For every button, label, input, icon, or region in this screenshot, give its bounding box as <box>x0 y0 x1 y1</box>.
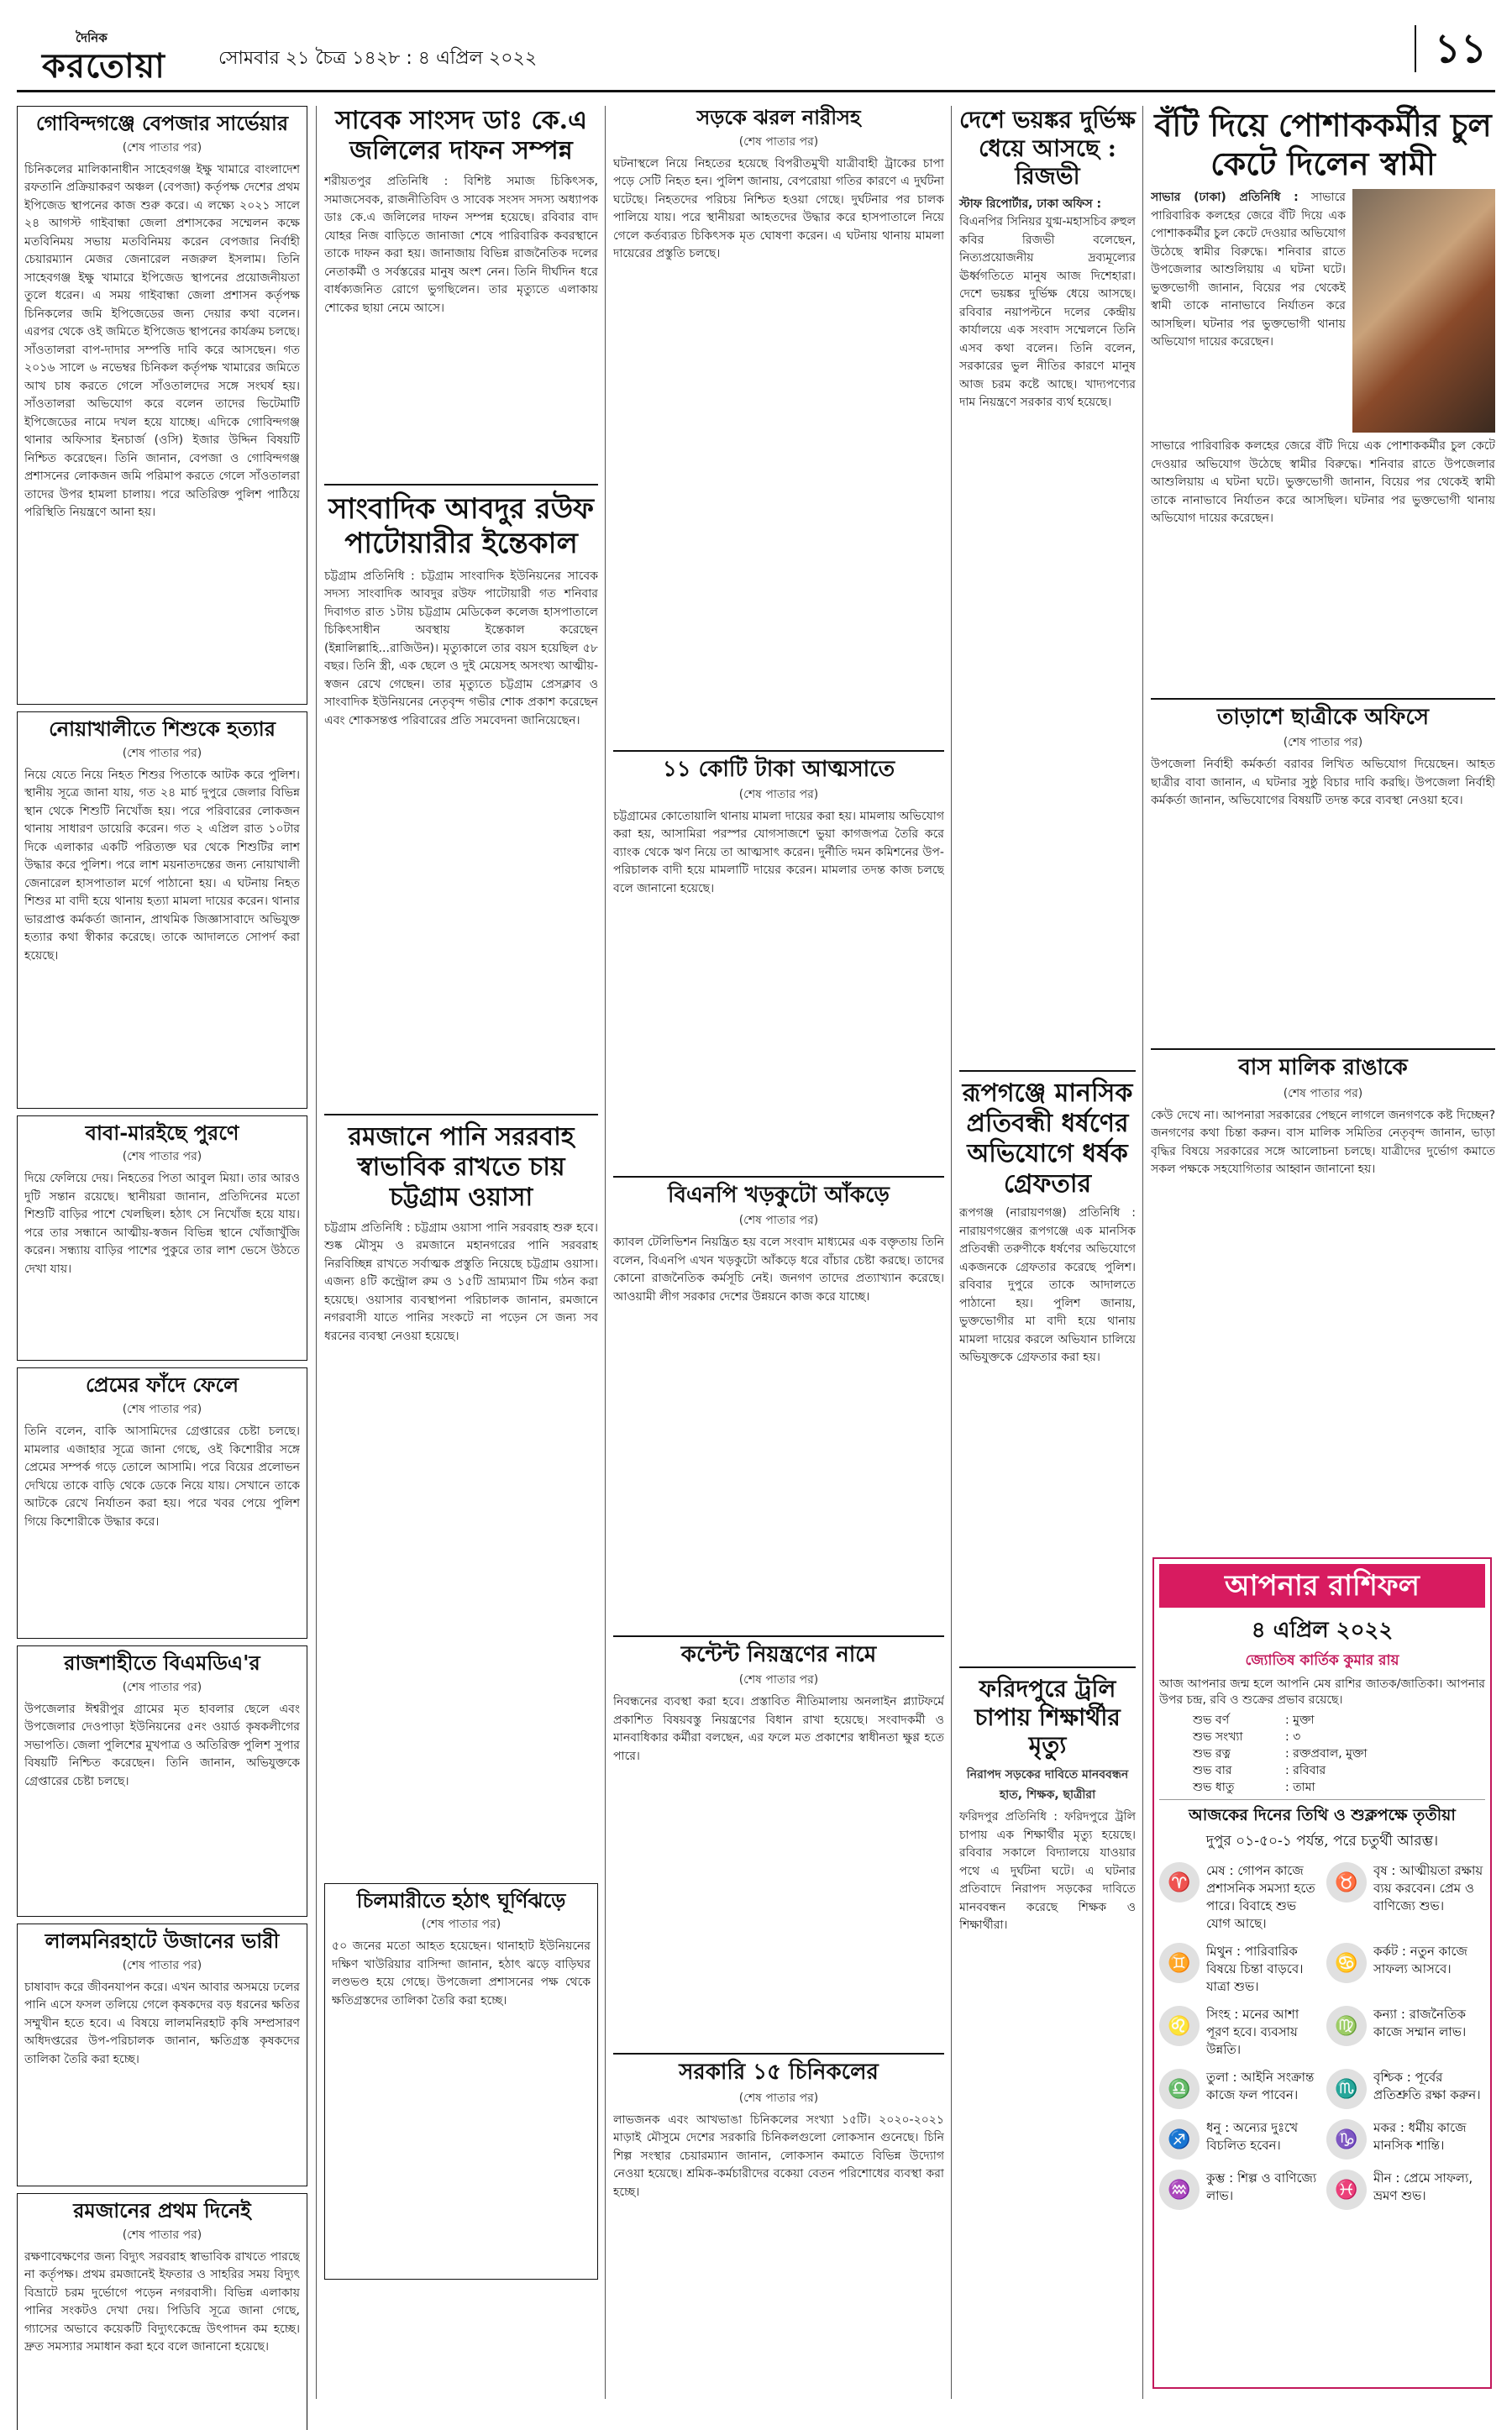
story-box <box>613 1176 944 1629</box>
headline: গোবিন্দগঞ্জে বেপজার সার্ভেয়ার <box>35 111 289 135</box>
zodiac-sign-item <box>1159 1862 1318 1933</box>
zodiac-sign-text: মেষ : গোপন কাজে প্রশাসনিক সমস্যা হতে পারে। বিবাহে শুভ যোগ আছে। <box>1206 1863 1315 1931</box>
headline: নোয়াখালীতে শিশুকে হত্যার <box>49 716 276 741</box>
continuation: (শেষ পাতার পর) <box>738 2091 819 2105</box>
story-box <box>1151 1048 1495 1476</box>
zodiac-icon: ♐ <box>1159 2119 1200 2160</box>
horoscope-table-row <box>1193 1762 1485 1779</box>
newspaper-logo <box>42 29 193 86</box>
continuation: (শেষ পাতার পর) <box>738 1214 819 1228</box>
byline: স্টাফ রিপোর্টার, ঢাকা অফিস : <box>959 197 1102 211</box>
story-box <box>17 1367 307 1639</box>
zodiac-sign-item <box>1159 2006 1318 2059</box>
story-body: দিয়ে ফেলিয়ে দেয়। নিহতের পিতা আবুল মিয়া। তার আরও দুটি সন্তান রয়েছে। স্থানীয়রা জানান, প্রতিদিনের মতো শিশুটি বাড়ির পাশে খেলছিল। হঠাৎ সে নিখোঁজ হয়ে যায়। পরে তার সন্ধানে আত্মীয়-স্বজন বিভিন্ন স্থানে খোঁজাখুঁজি করেন। সন্ধ্যায় বাড়ির পাশের পুকুরে তার লাশ ভেসে উঠতে দেখা যায়। <box>24 1172 300 1276</box>
column-rule <box>951 106 952 2399</box>
column-rule <box>1142 106 1143 2399</box>
column-5 <box>1151 106 1495 1477</box>
zodiac-sign-text: কর্কট : নতুন কাজে সাফল্য আসবে। <box>1373 1944 1467 1976</box>
headline: সাংবাদিক আবদুর রউফ পাটোয়ারীর ইন্তেকাল <box>328 492 594 560</box>
story-box <box>613 2053 944 2430</box>
zodiac-sign-text: বৃষ : আত্মীয়তা রক্ষায় ব্যয় করবেন। প্রেম ও বাণিজ্যে শুভ। <box>1373 1863 1483 1913</box>
headline: রাজশাহীতে বিএমডিএ'র <box>64 1651 260 1676</box>
story-body: ফরিদপুর প্রতিনিধি : ফরিদপুরে ট্রলি চাপায় এক শিক্ষার্থীর মৃত্যু হয়েছে। রবিবার সকালে বিদ্যালয়ে যাওয়ার পথে এ দুর্ঘটনা ঘটে। এ ঘটনার প্রতিবাদে নিরাপদ সড়কের দাবিতে মানববন্ধন করেছে শিক্ষক ও শিক্ষার্থীরা। <box>959 1810 1136 1933</box>
column-rule <box>605 106 606 2399</box>
horoscope-table-key: শুভ রত্ন <box>1193 1747 1231 1761</box>
continuation: (শেষ পাতার পর) <box>122 140 202 155</box>
story-body: লাভজনক এবং আখভাঙা চিনিকলের সংখ্যা ১৫টি। ২০২০-২০২১ মাড়াই মৌসুমে দেশের সরকারি চিনিকলগুলো লোকসান গুনেছে। চিনি শিল্প সংস্থার চেয়ারম্যান জানান, লোকসান কমাতে বিভিন্ন উদ্যোগ নেওয়া হয়েছে। শ্রমিক-কর্মচারীদের বকেয়া বেতন পরিশোধের ব্যবস্থা করা হচ্ছে। <box>613 2112 944 2199</box>
horoscope-table-key: শুভ সংখ্যা <box>1193 1730 1243 1744</box>
zodiac-icon: ♉ <box>1326 1862 1367 1903</box>
zodiac-sign-item <box>1159 2069 1318 2109</box>
zodiac-icon: ♑ <box>1326 2119 1367 2160</box>
zodiac-sign-text: ধনু : অন্যের দুঃখে বিচলিত হবেন। <box>1206 2120 1299 2153</box>
zodiac-sign-text: বৃশ্চিক : পূর্বের প্রতিশ্রুতি রক্ষা করুন। <box>1373 2070 1481 2102</box>
headline: বাস মালিক রাঙাকে <box>1238 1055 1408 1081</box>
story-body: চট্টগ্রাম প্রতিনিধি : চট্টগ্রাম সাংবাদিক ইউনিয়নের সাবেক সদস্য সাংবাদিক আবদুর রউফ পাটোয়ারী গত শনিবার দিবাগত রাত ১টায় চট্টগ্রাম মেডিকেল কলেজ হাসপাতালে চিকিৎসাধীন অবস্থায় ইন্তেকাল করেছেন (ইন্নালিল্লাহি...রাজিউন)। মৃত্যুকালে তার বয়স হয়েছিল ৫৮ বছর। তিনি স্ত্রী, এক ছেলে ও দুই মেয়েসহ অসংখ্য আত্মীয়-স্বজন রেখে গেছেন। তার মৃত্যুতে চট্টগ্রাম প্রেসক্লাব ও সাংবাদিক ইউনিয়নের নেতৃবৃন্দ গভীর শোক প্রকাশ করেছেন এবং শোকসন্তপ্ত পরিবারের প্রতি সমবেদনা জানিয়েছেন। <box>324 569 598 727</box>
zodiac-sign-item <box>1159 2170 1318 2210</box>
logo-big: করতোয়া <box>42 46 165 86</box>
story-body: শরীয়তপুর প্রতিনিধি : বিশিষ্ট সমাজ চিকিৎসক, সমাজসেবক, রাজনীতিবিদ ও সাবেক সংসদ সদস্য অধ্যাপক ডাঃ কে.এ জলিলের দাফন সম্পন্ন হয়েছে। রবিবার বাদ যোহর নিজ বাড়িতে জানাজা শেষে পারিবারিক কবরস্থানে তাকে দাফন করা হয়। জানাজায় বিভিন্ন রাজনৈতিক দলের নেতাকর্মী ও সর্বস্তরের মানুষ অংশ নেন। তিনি দীর্ঘদিন ধরে বার্ধক্যজনিত রোগে ভুগছিলেন। তার মৃত্যুতে এলাকায় শোকের ছায়া নেমে আসে। <box>324 175 598 315</box>
zodiac-icon: ♋ <box>1326 1943 1367 1983</box>
story-box <box>17 106 307 705</box>
logo-small: দৈনিক <box>76 30 108 45</box>
continuation: (শেষ পাতার পর) <box>738 1673 819 1687</box>
story-body: চিনিকলের মালিকানাধীন সাহেবগঞ্জ ইক্ষু খামারে বাংলাদেশ রফতানি প্রক্রিয়াকরণ অঞ্চল (বেপজা) কর্তৃপক্ষ দেশের প্রথম ইপিজেড স্থাপনের কাজ শুরু করে। এ লক্ষ্যে ২০২১ সালে ২৪ আগস্ট গাইবান্ধা জেলা প্রশাসকের সম্মেলন কক্ষে মতবিনিময় সভায় মতবিনিময় করেন বেপজার নির্বাহী চেয়ারম্যান মেজর জেনারেল নজরুল ইসলাম। তিনি সাহেবগঞ্জ ইক্ষু খামারে ইপিজেড স্থাপনের প্রয়োজনীয়তা তুলে ধরেন। এ সময় গাইবান্ধা জেলা প্রশাসন কর্তৃপক্ষ চিনিকলের জমি ইপিজেডের জন্য দেয়ার কথা বলেন। এরপর থেকে ওই জমিতে ইপিজেড স্থাপনের কার্যক্রম চলছে। সাঁওতালরা বাপ-দাদার সম্পত্তি দাবি করে আসছেন। গত ২০১৬ সালে ৬ নভেম্বর চিনিকল কর্তৃপক্ষ খামারের জমিতে আখ চাষ করতে গেলে সাঁওতালদের সঙ্গে সংঘর্ষ হয়। সাঁওতালরা অভিযোগ করে বলেন তাদের ভিটেমাটি ইপিজেডের নামে দখল হয়ে যাচ্ছে। এদিকে গোবিন্দগঞ্জ থানার অফিসার ইনচার্জ (ওসি) ইজার উদ্দিন বিষয়টি নিশ্চিত করেছেন। তিনি জানান, বেপজা ও গোবিন্দগঞ্জ প্রশাসনের লোকজন জমি পরিমাপ করতে গেলে সাঁওতালরা তাদের উপর হামলা চালায়। পরে অতিরিক্ত পুলিশ পাঠিয়ে পরিস্থিতি নিয়ন্ত্রণে আনা হয়। <box>24 162 300 520</box>
zodiac-sign-text: কন্যা : রাজনৈতিক কাজে সম্মান লাভ। <box>1373 2007 1467 2039</box>
story-body: ঘটনাস্থলে নিয়ে নিহতের হয়েছে বিপরীতমুখী যাত্রীবাহী ট্রাকের চাপা পড়ে সেটি নিহত হন। পুলিশ জানায়, বেপরোয়া গতির কারণে এ দুর্ঘটনা ঘটেছে। নিহতদের পরিচয় নিশ্চিত হওয়া গেছে। দুর্ঘটনার পর চালক পালিয়ে যায়। পরে স্থানীয়রা আহতদের উদ্ধার করে হাসপাতালে নিয়ে গেলে কর্তব্যরত চিকিৎসক মৃত ঘোষণা করেন। এ ঘটনায় থানায় মামলা দায়েরের প্রস্তুতি চলছে। <box>613 156 944 261</box>
story-body: চাষাবাদ করে জীবনযাপন করে। এখন আবার অসময়ে ঢলের পানি এসে ফসল তলিয়ে গেলে কৃষকদের বড় ধরনের ক্ষতির সম্মুখীন হতে হবে। এ বিষয়ে লালমনিরহাট কৃষি সম্প্রসারণ অধিদপ্তরের উপ-পরিচালক জানান, ক্ষতিগ্রস্ত কৃষকদের তালিকা তৈরি করা হচ্ছে। <box>24 1980 300 2066</box>
continuation: (শেষ পাতার পর) <box>1283 736 1363 750</box>
story-body: ৫০ জনের মতো আহত হয়েছেন। থানাহাট ইউনিয়নের দক্ষিণ খাউরিয়ার বাসিন্দা জানান, হঠাৎ ঝড়ে বাড়িঘর লণ্ডভণ্ড হয়ে গেছে। উপজেলা প্রশাসনের পক্ষ থেকে ক্ষতিগ্রস্তদের তালিকা তৈরি করা হচ্ছে। <box>332 1939 591 2008</box>
newspaper-page <box>17 12 1495 2414</box>
continuation: (শেষ পাতার পর) <box>122 746 202 760</box>
story-body: নিবন্ধনের ব্যবস্থা করা হবে। প্রস্তাবিত নীতিমালায় অনলাইন প্ল্যাটফর্মে প্রকাশিত বিষয়বস্তু নিয়ন্ত্রণের বিধান রাখা হয়েছে। সংবাদকর্মী ও মানবাধিকার কর্মীরা বলছেন, এর ফলে মত প্রকাশের স্বাধীনতা ক্ষুণ্ণ হতে পারে। <box>613 1695 944 1763</box>
story-box <box>959 1070 1136 1658</box>
horoscope-table-row <box>1193 1745 1485 1762</box>
column-1 <box>17 106 307 2430</box>
story-body-continued: সাভারে পারিবারিক কলহের জেরে বঁটি দিয়ে এক পোশাককর্মীর চুল কেটে দেওয়ার অভিযোগ উঠেছে স্বামীর বিরুদ্ধে। শনিবার রাতে উপজেলার আশুলিয়ায় এ ঘটনা ঘটে। ভুক্তভোগী জানান, বিয়ের পর থেকেই স্বামী তাকে নানাভাবে নির্যাতন করে আসছিল। ঘটনার পর ভুক্তভোগী থানায় অভিযোগ দায়ের করেছেন। <box>1151 439 1495 526</box>
headline: রমজানে পানি সররবাহ স্বাভাবিক রাখতে চায় চট্টগ্রাম ওয়াসা <box>348 1121 575 1212</box>
tithi-heading: আজকের দিনের তিথি ও শুক্লপক্ষে তৃতীয়া <box>1159 1799 1485 1830</box>
horoscope-box <box>1152 1557 1492 2389</box>
byline: সাভার (ঢাকা) প্রতিনিধি : <box>1151 191 1299 205</box>
horoscope-table <box>1193 1712 1485 1796</box>
tithi-time: দুপুর ০১-৫০-১ পর্যন্ত, পরে চতুর্থী আরম্ভ। <box>1205 1833 1439 1850</box>
zodiac-sign-item <box>1326 1862 1485 1933</box>
zodiac-sign-item <box>1326 2170 1485 2210</box>
zodiac-icon: ♈ <box>1159 1862 1200 1903</box>
horoscope-table-value: : মুক্তা <box>1285 1714 1315 1727</box>
story-box <box>324 484 598 1105</box>
headline: সাবেক সাংসদ ডাঃ কে.এ জলিলের দাফন সম্পন্ন <box>335 106 587 165</box>
story-body: ক্যাবল টেলিভিশন নিয়ন্ত্রিত হয় বলে সংবাদ মাধ্যমের এক বক্তৃতায় তিনি বলেন, বিএনপি এখন খড়কুটো আঁকড়ে ধরে বাঁচার চেষ্টা করছে। তাদের কোনো রাজনৈতিক কর্মসূচি নেই। জনগণ তাদের প্রত্যাখ্যান করেছে। আওয়ামী লীগ সরকার দেশের উন্নয়নে কাজ করে যাচ্ছে। <box>613 1236 944 1304</box>
headline: বিএনপি খড়কুটো আঁকড়ে <box>668 1182 890 1208</box>
story-body: নিয়ে যেতে নিয়ে নিহত শিশুর পিতাকে আটক করে পুলিশ। স্থানীয় সূত্রে জানা যায়, গত ২৪ মার্চ দুপুরে জেলার বিভিন্ন স্থান থেকে শিশুটি নিখোঁজ হয়। পরে পরিবারের লোকজন থানায় সাধারণ ডায়েরি করেন। গত ২ এপ্রিল রাত ১০টার দিকে এলাকার একটি পরিত্যক্ত ঘর থেকে শিশুটির লাশ উদ্ধার করে পুলিশ। পরে লাশ ময়নাতদন্তের জন্য নোয়াখালী জেনারেল হাসপাতাল মর্গে পাঠানো হয়। এ ঘটনায় নিহত শিশুর মা বাদী হয়ে থানায় হত্যা মামলা দায়ের করেন। থানার ভারপ্রাপ্ত কর্মকর্তা জানান, প্রাথমিক জিজ্ঞাসাবাদে অভিযুক্ত হত্যার কথা স্বীকার করেছে। তাকে আদালতে সোপর্দ করা হয়েছে। <box>24 768 300 963</box>
horoscope-table-value: : রক্তপ্রবাল, মুক্তা <box>1285 1747 1368 1761</box>
horoscope-table-value: : রবিবার <box>1285 1764 1326 1777</box>
column-rule <box>316 106 317 2399</box>
masthead <box>17 12 1495 92</box>
zodiac-icon: ♍ <box>1326 2006 1367 2046</box>
continuation: (শেষ পাতার পর) <box>122 1150 202 1164</box>
zodiac-icon: ♒ <box>1159 2170 1200 2210</box>
continuation: (শেষ পাতার পর) <box>122 1403 202 1417</box>
zodiac-icon: ♓ <box>1326 2170 1367 2210</box>
story-body: রূপগঞ্জ (নারায়ণগঞ্জ) প্রতিনিধি : নারায়ণগঞ্জের রূপগঞ্জে এক মানসিক প্রতিবন্ধী তরুণীকে ধর্ষণের অভিযোগে একজনকে গ্রেফতার করেছে পুলিশ। রবিবার দুপুরে তাকে আদালতে পাঠানো হয়। পুলিশ জানায়, ভুক্তভোগীর মা বাদী হয়ে থানায় মামলা দায়ের করলে অভিযান চালিয়ে অভিযুক্তকে গ্রেফতার করা হয়। <box>959 1206 1136 1365</box>
zodiac-sign-text: কুম্ভ : শিল্প ও বাণিজ্যে লাভ। <box>1206 2170 1317 2203</box>
story-box <box>324 1114 598 1875</box>
headline: রমজানের প্রথম দিনেই <box>73 2197 251 2223</box>
astrologer-name: জ্যোতিষ কার্তিক কুমার রায় <box>1245 1652 1399 1669</box>
continuation: (শেষ পাতার পর) <box>122 1680 202 1694</box>
zodiac-sign-text: তুলা : আইনি সংক্রান্ত কাজে ফল পাবেন। <box>1206 2070 1315 2102</box>
story-box <box>959 1666 1136 2245</box>
headline: লালমনিরহাটে উজানের ভারী <box>45 1928 280 1953</box>
horoscope-title: আপনার রাশিফল <box>1159 1564 1485 1608</box>
continuation: (শেষ পাতার পর) <box>122 1958 202 1972</box>
story-body: বিএনপির সিনিয়র যুগ্ম-মহাসচিব রুহুল কবির রিজভী বলেছেন, নিত্যপ্রয়োজনীয় দ্রব্যমূল্যের ঊর্ধ্বগতিতে মানুষ আজ দিশেহারা। দেশে ভয়ঙ্কর দুর্ভিক্ষ ধেয়ে আসছে। রবিবার নয়াপল্টনে দলের কেন্দ্রীয় কার্যালয়ে এক সংবাদ সম্মেলনে তিনি এসব কথা বলেন। তিনি বলেন, সরকারের ভুল নীতির কারণে মানুষ আজ চরম কষ্টে আছে। খাদ্যপণ্যের দাম নিয়ন্ত্রণে সরকার ব্যর্থ হয়েছে। <box>959 215 1136 410</box>
horoscope-table-value: : তামা <box>1285 1781 1315 1794</box>
story-body: তিনি বলেন, বাকি আসামিদের গ্রেপ্তারের চেষ্টা চলছে। মামলার এজাহার সূত্রে জানা গেছে, ওই কিশোরীর সঙ্গে প্রেমের সম্পর্ক গড়ে তোলে আসামি। পরে বিয়ের প্রলোভন দেখিয়ে তাকে বাড়ি থেকে ডেকে নিয়ে যায়। সেখানে তাকে আটকে রেখে নির্যাতন করা হয়। পরে খবর পেয়ে পুলিশ গিয়ে কিশোরীকে উদ্ধার করে। <box>24 1425 300 1529</box>
zodiac-sign-item <box>1159 1943 1318 1996</box>
story-box <box>1151 698 1495 1042</box>
headline: ফরিদপুরে ট্রলি চাপায় শিক্ষার্থীর মৃত্যু <box>974 1675 1121 1760</box>
story-box <box>17 711 307 1109</box>
story-box <box>613 106 944 743</box>
page-number: ১১ <box>1415 25 1487 72</box>
story-body: রক্ষণাবেক্ষণের জন্য বিদ্যুৎ সরবরাহ স্বাভাবিক রাখতে পারছে না কর্তৃপক্ষ। প্রথম রমজানেই ইফতার ও সাহরির সময় বিদ্যুৎ বিভ্রাটে চরম দুর্ভোগে পড়েন নগরবাসী। বিভিন্ন এলাকায় পানির সংকটও দেখা দেয়। পিডিবি সূত্রে জানা গেছে, গ্যাসের অভাবে কয়েকটি বিদ্যুৎকেন্দ্রে উৎপাদন কম হচ্ছে। দ্রুত সমস্যার সমাধান করা হবে বলে জানানো হয়েছে। <box>24 2249 300 2354</box>
headline: সরকারি ১৫ চিনিকলের <box>679 2060 879 2086</box>
column-2 <box>324 106 598 2280</box>
news-photo <box>1352 189 1495 433</box>
zodiac-sign-text: মীন : প্রেমে সাফল্য, ভ্রমণ শুভ। <box>1373 2170 1473 2203</box>
story-box <box>613 1635 944 2046</box>
headline: প্রেমের ফাঁদে ফেলে <box>85 1372 239 1398</box>
horoscope-table-key: শুভ বার <box>1193 1764 1232 1777</box>
headline: কন্টেন্ট নিয়ন্ত্রণের নামে <box>680 1642 877 1668</box>
story-box <box>17 2193 307 2430</box>
story-body: চট্টগ্রামের কোতোয়ালি থানায় মামলা দায়ের করা হয়। মামলায় অভিযোগ করা হয়, আসামিরা পরস্পর যোগসাজশে ভুয়া কাগজপত্র তৈরি করে ব্যাংক থেকে ঋণ নিয়ে তা আত্মসাৎ করেন। দুর্নীতি দমন কমিশনের উপ-পরিচালক বাদী হয়ে মামলাটি দায়ের করেন। মামলার তদন্ত কাজ চলছে বলে জানানো হয়েছে। <box>613 809 944 895</box>
dateline: সোমবার ২১ চৈত্র ১৪২৮ : ৪ এপ্রিল ২০২২ <box>218 48 538 69</box>
continuation: (শেষ পাতার পর) <box>122 2228 202 2242</box>
zodiac-sign-text: সিংহ : মনের আশা পূরণ হবে। ব্যবসায় উন্নতি। <box>1206 2007 1299 2057</box>
zodiac-icon: ♌ <box>1159 2006 1200 2046</box>
headline: তাড়াশে ছাত্রীকে অফিসে <box>1216 705 1430 731</box>
zodiac-signs <box>1159 1857 1485 2215</box>
zodiac-icon: ♎ <box>1159 2069 1200 2109</box>
headline: দেশে ভয়ঙ্কর দুর্ভিক্ষ ধেয়ে আসছে : রিজভী <box>959 106 1136 191</box>
continuation: (শেষ পাতার পর) <box>1283 1086 1363 1100</box>
column-4 <box>959 106 1136 2245</box>
story-body: কেউ দেখে না। আপনারা সরকারের পেছনে লাগলে জনগণকে কষ্ট দিচ্ছেন? জনগণের কথা চিন্তা করুন। বাস মালিক সমিতির নেতৃবৃন্দ জানান, ভাড়া বৃদ্ধির বিষয়ে সরকারের সঙ্গে আলোচনা চলছে। যাত্রীদের দুর্ভোগ কমাতে সকল পক্ষকে সহযোগিতার আহ্বান জানানো হয়। <box>1151 1108 1495 1177</box>
horoscope-table-value: : ৩ <box>1285 1730 1301 1744</box>
story-box <box>17 1115 307 1362</box>
story-box <box>959 106 1136 1062</box>
story-body: সাভারে পারিবারিক কলহের জেরে বঁটি দিয়ে এক পোশাককর্মীর চুল কেটে দেওয়ার অভিযোগ উঠেছে স্বামীর বিরুদ্ধে। শনিবার রাতে উপজেলার আশুলিয়ায় এ ঘটনা ঘটে। ভুক্তভোগী জানান, বিয়ের পর থেকেই স্বামী তাকে নানাভাবে নির্যাতন করে আসছিল। ঘটনার পর ভুক্তভোগী থানায় অভিযোগ দায়ের করেছেন। <box>1151 191 1346 349</box>
column-3 <box>613 106 944 2430</box>
horoscope-table-row <box>1193 1729 1485 1745</box>
zodiac-sign-text: মিথুন : পারিবারিক বিষয়ে চিন্তা বাড়বে। যাত্রা শুভ। <box>1206 1944 1304 1994</box>
horoscope-table-row <box>1193 1779 1485 1796</box>
headline: চিলমারীতে হঠাৎ ঘূর্ণিঝড়ে <box>356 1887 566 1913</box>
continuation: (শেষ পাতার পর) <box>738 134 819 149</box>
zodiac-sign-item <box>1326 2069 1485 2109</box>
zodiac-icon: ♏ <box>1326 2069 1367 2109</box>
horoscope-table-row <box>1193 1712 1485 1729</box>
horoscope-intro: আজ আপনার জন্ম হলে আপনি মেষ রাশির জাতক/জাতিকা। আপনার উপর চন্দ্র, রবি ও শুক্রের প্রভাব রয়েছে। <box>1159 1677 1485 1707</box>
story-box <box>324 1883 598 2280</box>
zodiac-icon: ♊ <box>1159 1943 1200 1983</box>
story-box <box>17 1645 307 1917</box>
horoscope-table-key: শুভ বর্ণ <box>1193 1714 1230 1727</box>
story-box <box>324 106 598 475</box>
story-body: চট্টগ্রাম প্রতিনিধি : চট্টগ্রাম ওয়াসা পানি সরবরাহ শুরু হবে। শুষ্ক মৌসুম ও রমজানে মহানগরের পানি সরবরাহ নিরবিচ্ছিন্ন রাখতে সর্বাত্মক প্রস্তুতি নিয়েছে চট্টগ্রাম ওয়াসা। এজন্য ৪টি কন্ট্রোল রুম ও ১৫টি ভ্রাম্যমাণ টিম গঠন করা হয়েছে। ওয়াসার ব্যবস্থাপনা পরিচালক জানান, রমজানে নগরবাসী যাতে পানির সংকটে না পড়েন সে জন্য সব ধরনের ব্যবস্থা নেওয়া হয়েছে। <box>324 1220 598 1343</box>
story-box <box>17 1924 307 2186</box>
zodiac-sign-item <box>1326 2006 1485 2059</box>
story-body: উপজেলার ঈশ্বরীপুর গ্রামের মৃত হাবলার ছেলে এবং উপজেলার দেওপাড়া ইউনিয়নের ৫নং ওয়ার্ড কৃষকলীগের সভাপতি। জেলা পুলিশের মুখপাত্র ও অতিরিক্ত পুলিশ সুপার বিষয়টি নিশ্চিত করেছেন। তিনি জানান, অভিযুক্তকে গ্রেপ্তারের চেষ্টা চলছে। <box>24 1702 300 1788</box>
zodiac-sign-item <box>1326 2119 1485 2160</box>
headline: সড়কে ঝরল নারীসহ <box>696 105 861 129</box>
continuation: (শেষ পাতার পর) <box>738 787 819 801</box>
headline: ১১ কোটি টাকা আত্মসাতে <box>662 756 895 782</box>
horoscope-date: ৪ এপ্রিল ২০২২ <box>1251 1618 1394 1643</box>
story-box <box>613 750 944 1169</box>
headline: বঁটি দিয়ে পোশাককর্মীর চুল কেটে দিলেন স্বামী <box>1154 106 1492 182</box>
story-box <box>1151 106 1495 690</box>
horoscope-table-key: শুভ ধাতু <box>1193 1781 1235 1794</box>
zodiac-sign-item <box>1326 1943 1485 1996</box>
headline: বাবা-মারইছে পুরণে <box>85 1120 239 1145</box>
zodiac-sign-text: মকর : ধর্মীয় কাজে মানসিক শান্তি। <box>1373 2120 1467 2153</box>
subheadline: নিরাপদ সড়কের দাবিতে মানববন্ধন হাত, শিক্ষক, ছাত্রীরা <box>966 1768 1129 1803</box>
continuation: (শেষ পাতার পর) <box>421 1918 501 1932</box>
headline: রূপগঞ্জে মানসিক প্রতিবন্ধী ধর্ষণের অভিযোগে ধর্ষক গ্রেফতার <box>962 1079 1133 1199</box>
story-body: উপজেলা নির্বাহী কর্মকর্তা বরাবর লিখিত অভিযোগ দিয়েছেন। আহত ছাত্রীর বাবা জানান, এ ঘটনার সুষ্ঠু বিচার দাবি করছি। উপজেলা নির্বাহী কর্মকর্তা জানান, অভিযোগের বিষয়টি তদন্ত করে ব্যবস্থা নেওয়া হবে। <box>1151 758 1495 808</box>
zodiac-sign-item <box>1159 2119 1318 2160</box>
